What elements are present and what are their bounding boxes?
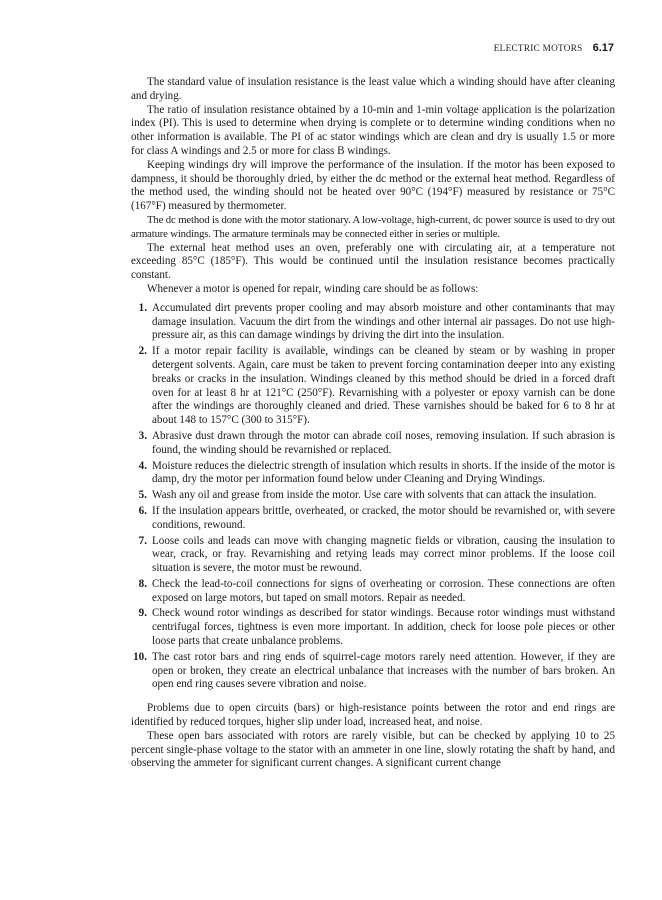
header-page-number: 6.17 [592,42,614,54]
list-item [131,505,615,533]
paragraph: The standard value of insulation resistance is the least value which a winding should have after cleaning and drying. [131,76,615,102]
list-item-number: 8. [138,577,147,590]
running-header [494,42,614,56]
list-item-number: 9. [138,607,147,620]
numbered-list [131,302,615,693]
list-item-number: 4. [138,459,147,472]
list-item [131,430,615,458]
paragraph: These open bars associated with rotors are rarely visible, but can be checked by applying 10 to 25 percent single-phase voltage to the stator with an ammeter in one line, slowly rotating the shaft by hand, and observing the ammeter for significant current changes. A significant current change [131,729,615,770]
paragraph: The external heat method uses an oven, preferably one with circulating air, at a temperature not exceeding 85°C (185°F). This would be continued until the insulation resistance becomes practically constant. [131,241,615,282]
list-item-text: Check wound rotor windings as described for stator windings. Because rotor windings must withstand centrifugal forces, tightness is even more important. In addition, check for loose pole pieces or other loose parts that create unbalance problems. [152,607,615,648]
paragraph: Keeping windings dry will improve the performance of the insulation. If the motor has been exposed to dampness, it should be thoroughly dried, by either the dc method or the external heat method. Regardless of the method used, the winding should not be heated over 90°C (194°F) measured by resistance or 75°C (167°F) measured by thermometer. [131,158,615,213]
paragraph: Problems due to open circuits (bars) or high-resistance points between the rotor and end rings are identified by reduced torques, higher slip under load, increased heat, and noise. [131,702,615,729]
list-item-number: 7. [138,534,147,547]
list-item [131,578,615,606]
list-item-text: Moisture reduces the dielectric strength of insulation which results in shorts. If the inside of the motor is damp, dry the motor per information found below under Cleaning and Drying Windings. [152,459,615,486]
list-item [131,607,615,648]
paragraph: Whenever a motor is opened for repair, winding care should be as follows: [147,282,479,295]
list-item [131,651,615,692]
list-item [131,489,615,503]
list-item-text: Accumulated dirt prevents proper cooling and may absorb moisture and other contaminants that may damage insulation. Vacuum the dirt from the windings and other internal air passages. Do not use high-pressure air, as this can damage windings by driving the dirt into the insulation. [152,301,615,342]
list-item-number: 6. [138,504,147,517]
paragraph: The ratio of insulation resistance obtained by a 10-min and 1-min voltage application is the polarization index (PI). This is used to determine when drying is complete or to determine winding conditions when no other information is available. The PI of ac stator windings which are clean and dry is usually 1.5 or more for class A windings and 2.5 or more for class B windings. [131,103,615,157]
list-item-number: 3. [138,429,147,442]
list-item-text: Abrasive dust drawn through the motor can abrade coil noses, removing insulation. If such abrasion is found, the winding should be revarnished or replaced. [152,429,615,456]
list-item-text: If the insulation appears brittle, overheated, or cracked, the motor should be revarnished or, with severe conditions, rewound. [152,504,615,531]
list-item [131,535,615,576]
list-item-text: If a motor repair facility is available, windings can be cleaned by steam or by washing in proper detergent solvents. Again, care must be taken to prevent forcing contamination deeper into any existing breaks or cracks in the insulation. Windings cleaned by this method should be dried in a forced draft oven for at least 8 hr at 121°C (250°F). Revarnishing with a polyester or epoxy varnish can be done after the windings are thoroughly cleaned and dried. These varnishes should be baked for 6 to 8 hr at about 148 to 157°C (300 to 315°F). [152,345,615,427]
paragraph: The dc method is done with the motor stationary. A low-voltage, high-current, dc power source is used to dry out armature windings. The armature terminals may be connected either in series or multiple. [131,213,615,240]
list-item-number: 10. [133,650,147,663]
list-item [131,345,615,428]
header-section-title: ELECTRIC MOTORS [493,43,583,53]
list-item-text: Check the lead-to-coil connections for signs of overheating or corrosion. These connections are often exposed on large motors, but taped on small motors. Repair as needed. [152,577,615,604]
list-item-text: Wash any oil and grease from inside the motor. Use care with solvents that can attack the insulation. [152,489,597,502]
body-text [131,76,615,771]
list-item-text: Loose coils and leads can move with changing magnetic fields or vibration, causing the insulation to wear, crack, or fray. Revarnishing and retying leads may correct minor problems. If the loose coil situation is severe, the motor must be rewound. [152,534,615,575]
list-item-text: The cast rotor bars and ring ends of squirrel-cage motors rarely need attention. However, if they are open or broken, they create an electrical unbalance that increases with the number of bars broken. An open end ring causes severe vibration and noise. [152,650,615,691]
list-item-number: 1. [138,301,147,314]
list-item [131,302,615,343]
list-item [131,460,615,488]
list-item-number: 2. [138,345,147,358]
list-item-number: 5. [138,489,147,502]
